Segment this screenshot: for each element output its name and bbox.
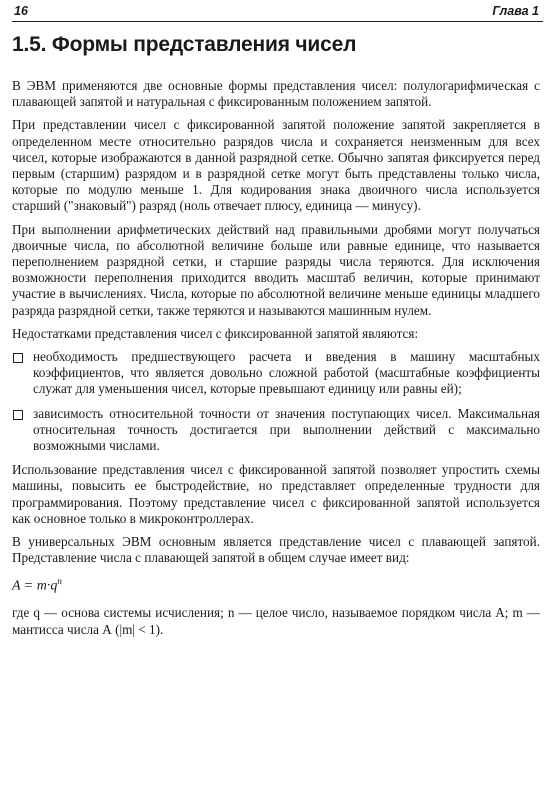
list-item-text: необходимость предшествующего расчета и введения в машину масштабных коэффициентов, что является довольно сложной работой (масштабные коэффициенты служат для уменьшения чисел, которые превышают единицу или равны ей); bbox=[33, 349, 540, 397]
paragraph-drawbacks-intro: Недостатками представления чисел с фиксированной запятой являются: bbox=[12, 325, 419, 341]
paragraph-floating: В универсальных ЭВМ основным является представление чисел с плавающей запятой. Представление числа с плавающей запятой в общем случае имеет вид: bbox=[12, 534, 540, 566]
checkbox-bullet-icon bbox=[13, 353, 23, 363]
list-item-text: зависимость относительной точности от значения поступающих чисел. Максимальная относительная точность достигается при выполнении действий с максимально возможными числами. bbox=[33, 405, 540, 454]
paragraph-usage: Использование представления чисел с фиксированной запятой позволяет упростить схемы машины, повысить ее быстродействие, но представляет определенные трудности для программирования. Поэтому представление чисел с фиксированной запятой используется как основное только в микроконтроллерах. bbox=[12, 462, 540, 526]
list-item bbox=[12, 349, 540, 398]
formula bbox=[12, 573, 540, 595]
section-title: 1.5. Формы представления чисел bbox=[12, 33, 357, 56]
formula-exponent: n bbox=[57, 576, 62, 587]
paragraph-definitions: где q — основа системы исчисления; n — целое число, называемое порядком числа A; m — мантисса числа А (|m| < 1). bbox=[12, 605, 540, 637]
page-body bbox=[12, 78, 540, 645]
page-header bbox=[12, 3, 543, 22]
chapter-label: Глава 1 bbox=[492, 4, 539, 18]
list-item bbox=[12, 406, 540, 455]
paragraph-intro: В ЭВМ применяются две основные формы представления чисел: полулогарифмическая с плавающей запятой и натуральная с фиксированным положением запятой. bbox=[12, 78, 540, 110]
paragraph-fixed-point: При представлении чисел с фиксированной запятой положение запятой закрепляется в определенном месте относительно разрядов числа и сохраняется неизменным для всех чисел, которые изображаются в данной разрядной сетке. Обычно запятая фиксируется перед первым (старшим) разрядом и в разрядной сетке могут быть представлены только числа, которые по модулю меньше 1. Для кодирования знака двоичного числа используется старший ("знаковый") разряд (ноль отвечает плюсу, единица — минусу). bbox=[12, 117, 540, 214]
page-number: 16 bbox=[14, 4, 28, 18]
checkbox-bullet-icon bbox=[13, 410, 23, 420]
formula-base: A = m·q bbox=[12, 579, 58, 595]
paragraph-overflow: При выполнении арифметических действий над правильными дробями могут получаться двоичные числа, по абсолютной величине больше или равные единице, что называется переполнением разрядной сетки, и старшие разряды числа теряются. Для исключения возможности переполнения приходится вводить масштаб величин, которые принимают участие в вычислениях. Числа, которые по абсолютной величине меньше единицы младшего разряда разрядной сетки, также теряются и называются машинным нулем. bbox=[12, 221, 540, 318]
